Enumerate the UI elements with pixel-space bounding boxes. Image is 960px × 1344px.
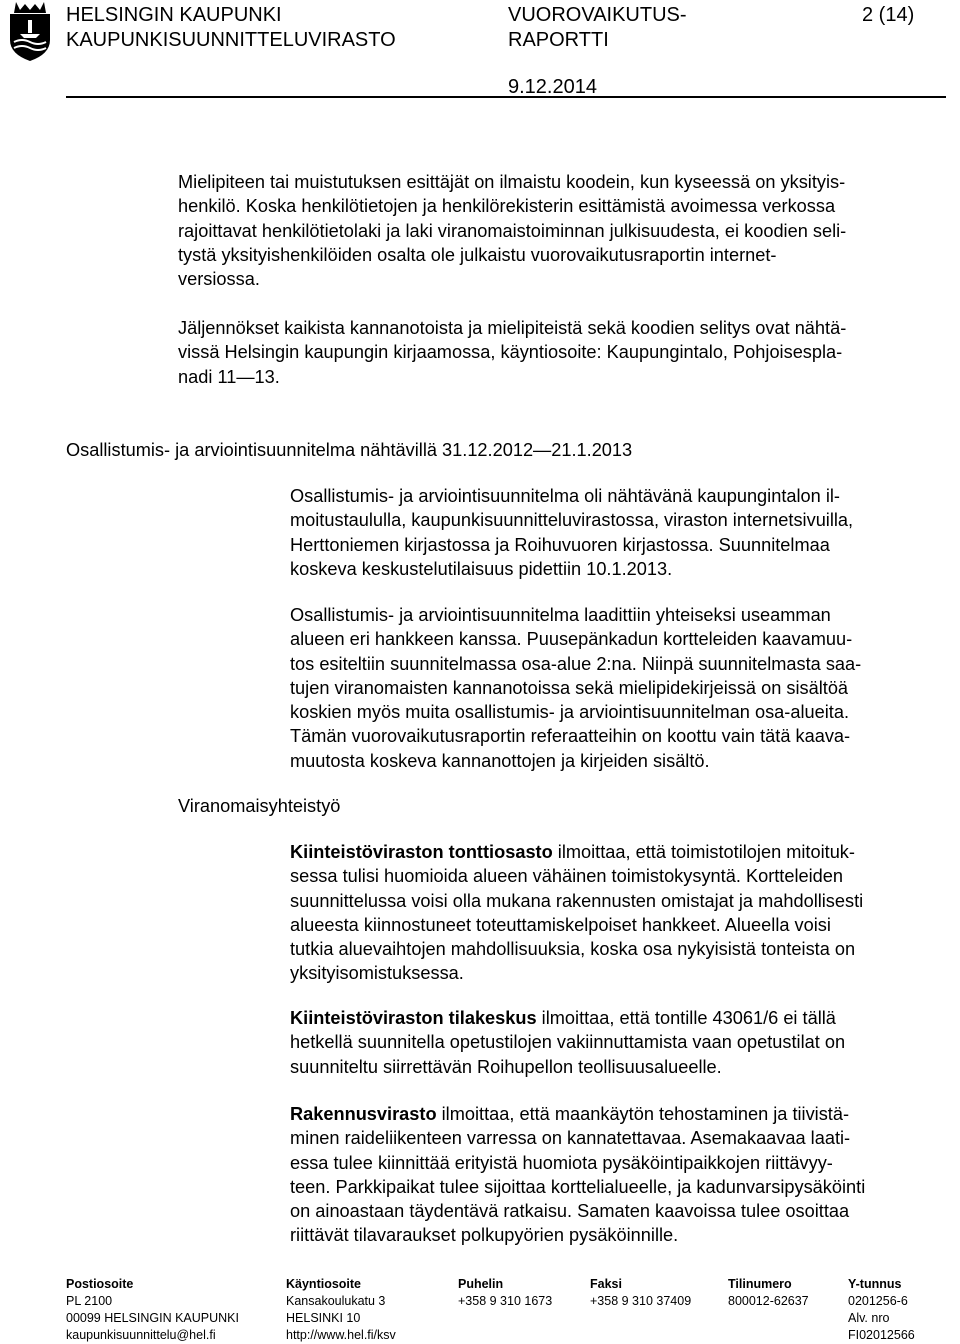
document-type-line2: RAPORTTI [508,29,609,51]
paragraph-tilakeskus [290,1006,960,1079]
footer-website: http://www.hel.fi/ksv [286,1328,396,1342]
authority-name: Rakennusvirasto [290,1104,437,1124]
paragraph-tonttiosasto [290,840,960,986]
footer-fax [590,1276,691,1310]
footer-phone [458,1276,552,1310]
header-divider [66,96,946,98]
footer-value: HELSINKI 10 [286,1311,361,1325]
footer-value: Alv. nro [848,1311,890,1325]
page-number: 2 (14) [862,4,915,26]
authority-name: Kiinteistöviraston tonttiosasto [290,842,553,862]
footer-label: Faksi [590,1277,622,1291]
authority-statement: ilmoittaa, että toimistotilojen mitoituk- sessa tulisi huomioida alueen vähäinen toimistokysyntä. Kortteleiden suunnittelussa voisi olla mukana rakennusten omistajat ja mahdollisesti alueesta kiinnostuneet toteuttamiskelpoiset hankkeet. Alueella voisi tutkia aluevaihtojen mahdollisuuksia, koska osa nykyisistä tonteista on yksityisomistuksessa. [290,842,864,984]
footer-value: +358 9 310 1673 [458,1294,553,1308]
footer-value: 00099 HELSINGIN KAUPUNKI [66,1311,239,1325]
paragraph-copies-notice: Jäljennökset kaikista kannanotoista ja mielipiteistä sekä koodien selitys ovat nähtä- vissä Helsingin kaupungin kirjaamossa, käyntiosoite: Kaupungintalo, Pohjoisespla- nadi 11—13. [178,318,847,387]
footer-value: PL 2100 [66,1294,113,1308]
helsinki-crest-icon [8,0,52,62]
department-name: KAUPUNKISUUNNITTELUVIRASTO [66,29,396,51]
authority-statement: ilmoittaa, että maankäytön tehostaminen ja tiivistä- minen raideliikenteen varressa on kannatettavaa. Asemakaavaa laati- essa tulee kiinnittää erityistä huomiota pysäköintipaikkojen riittävyy- teen. Parkkipaikat tulee sijoittaa korttelialueelle, ja kadunvarsipysäköinti on ainoastaan täydentävä ratkaisu. Samaten kaavoissa tulee osoittaa riittävät tilavaraukset polkupyörien pysäköinnille. [290,1104,866,1246]
footer-label: Postiosoite [66,1277,134,1291]
footer-email: kaupunkisuunnittelu@hel.fi [66,1328,216,1342]
document-type-line1: VUOROVAIKUTUS- [508,4,687,26]
paragraph-plan-scope: Osallistumis- ja arviointisuunnitelma laadittiin yhteiseksi useamman alueen eri hankkeen kanssa. Puusepänkadun kortteleiden kaavamuu- tos esiteltiin suunnitelmassa osa-alue 2:na. Niinpä suunnitelmasta saa- tujen viranomaisten kannanotoissa sekä mielipidekirjeissä on sisältöä koskien myös muita osallistumis- ja arviointisuunnitelman osa-alueita. Tämän vuorovaikutusraportin referaatteihin on koottu vain tätä kaava- muutosta koskeva kannanottojen ja kirjeiden sisältö. [290,605,862,771]
footer-value: Kansakoulukatu 3 [286,1294,386,1308]
footer-label: Puhelin [458,1277,504,1291]
paragraph-display-info: Osallistumis- ja arviointisuunnitelma oli nähtävänä kaupungintalon il- moitustaululla, kaupunkisuunnitteluvirastossa, viraston internetsivuilla, Herttoniemen kirjastossa ja Roihuvuoren kirjastossa. Suunnitelmaa koskeva keskustelutilaisuus pidettiin 10.1.2013. [290,486,854,579]
footer-value: FI02012566 [848,1328,915,1342]
footer-label: Tilinumero [728,1277,792,1291]
authority-statement: ilmoittaa, että tontille 43061/6 ei tällä hetkellä suunnitella opetustilojen vakiinnuttamista vaan opetustilat on suunniteltu siirrettävän Roihupellon teollisuusalueelle. [290,1008,846,1077]
footer-value: 800012-62637 [728,1294,809,1308]
footer-value: 0201256-6 [848,1294,908,1308]
footer-business-id [848,1276,915,1344]
footer-label: Käyntiosoite [286,1277,362,1291]
organization-name: HELSINGIN KAUPUNKI [66,4,282,26]
paragraph-code-notice: Mielipiteen tai muistutuksen esittäjät on ilmaistu koodein, kun kyseessä on yksityis- henkilö. Koska henkilötietojen ja henkilörekisterin esittämistä avoimessa verkossa rajoittavat henkilötietolaki ja laki viranomaistoiminnan julkisuudesta, ei koodien seli- tystä yksityishenkilöiden osalta ole julkaistu vuorovaikutusraportin internet- versiossa. [178,172,847,290]
footer-account [728,1276,809,1310]
side-heading-authority-cooperation: Viranomaisyhteistyö [178,796,341,816]
footer-value: +358 9 310 37409 [590,1294,692,1308]
footer-postal-address [66,1276,239,1344]
paragraph-rakennusvirasto [290,1102,960,1248]
document-date: 9.12.2014 [508,76,597,98]
footer-label: Y-tunnus [848,1277,902,1291]
authority-name: Kiinteistöviraston tilakeskus [290,1008,537,1028]
section-title: Osallistumis- ja arviointisuunnitelma nähtävillä 31.12.2012—21.1.2013 [66,440,633,460]
footer-visiting-address [286,1276,396,1344]
